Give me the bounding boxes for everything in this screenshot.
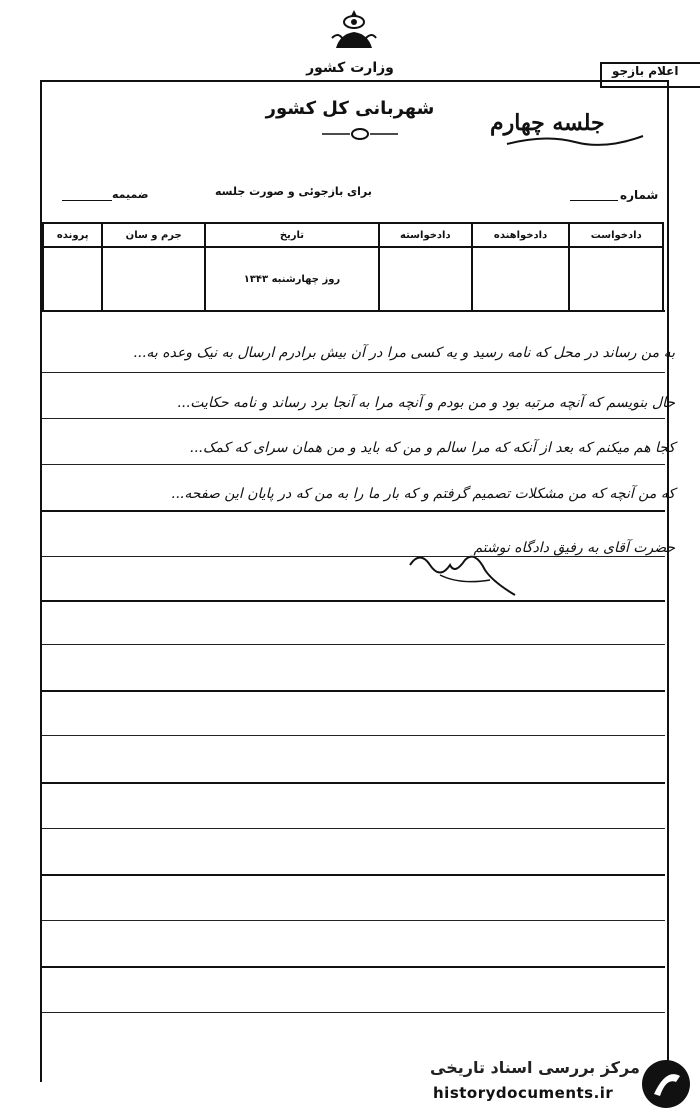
- watermark-site: historydocuments.ir: [433, 1084, 614, 1102]
- table-header-cell: دادخواهنده: [472, 223, 570, 247]
- ruled-line: [42, 1012, 665, 1013]
- handwritten-line: به من رساند در محل که نامه رسید و یه کسی مرا در آن بیش برادرم ارسال به نیک وعده به...: [133, 345, 675, 361]
- table-row: [43, 247, 663, 311]
- table-cell: [43, 247, 102, 311]
- archive-logo-icon: [640, 1058, 692, 1110]
- session-note: جلسه چهارم: [490, 110, 605, 136]
- number-line: [570, 200, 618, 201]
- ruled-line: [42, 600, 665, 602]
- table-cell: [379, 247, 472, 311]
- ruled-line: [42, 966, 665, 968]
- table-cell-date: روز چهارشنبه ۱۳۴۳: [205, 247, 379, 311]
- table-header-cell: جرم و سان: [102, 223, 205, 247]
- ruled-line: [42, 644, 665, 645]
- handwritten-line: کجا هم میکنم که بعد از آنکه که مرا سالم و من که باید و من همان سرای که کمک...: [189, 440, 675, 456]
- handwritten-line: که من آنچه که من مشکلات تصمیم گرفتم و که بار ما را به من که در پایان این صفحه...: [171, 486, 675, 502]
- table-header-cell: دادخواسته: [379, 223, 472, 247]
- department-title: شهربانی کل کشور: [265, 98, 435, 119]
- handwritten-line: حال بنویسم که آنچه مرتبه بود و من بودم و آنچه مرا به آنجا برد رساند و نامه حکایت...: [176, 395, 675, 411]
- ruled-line: [42, 690, 665, 692]
- ruled-line: [42, 464, 665, 465]
- table-header-cell: دادخواست: [569, 223, 663, 247]
- table-header-cell: پرونده: [43, 223, 102, 247]
- table-header-row: [43, 223, 663, 247]
- table-cell: [472, 247, 570, 311]
- ministry-title: وزارت کشور: [306, 60, 394, 76]
- lion-and-sun-emblem-icon: [328, 8, 380, 52]
- stamp-label: اعلام بازجو: [612, 64, 679, 78]
- handwritten-line: حضرت آقای به رفیق دادگاه نوشتم: [473, 540, 675, 556]
- attachments-label: ضمیمه: [112, 188, 149, 201]
- ruled-line: [42, 556, 665, 557]
- ruled-line: [42, 310, 665, 312]
- subject-line: برای بازجوئی و صورت جلسه: [215, 185, 372, 198]
- number-label: شماره: [620, 188, 659, 202]
- ruled-line: [42, 510, 665, 512]
- ruled-line: [42, 418, 665, 419]
- attachments-line: [62, 200, 112, 201]
- signature-scribble-icon: [400, 545, 530, 600]
- ruled-line: [42, 782, 665, 784]
- ruled-line: [42, 735, 665, 736]
- ruled-line: [42, 372, 665, 373]
- ruled-line: [42, 828, 665, 829]
- ruled-line: [42, 920, 665, 921]
- session-underline: [505, 130, 645, 148]
- table-header-cell: تاریخ: [205, 223, 379, 247]
- ruled-line: [42, 874, 665, 876]
- case-info-table: [42, 222, 664, 312]
- table-cell: [102, 247, 205, 311]
- table-cell: [569, 247, 663, 311]
- watermark-org: مرکز بررسی اسناد تاریخی: [430, 1058, 640, 1077]
